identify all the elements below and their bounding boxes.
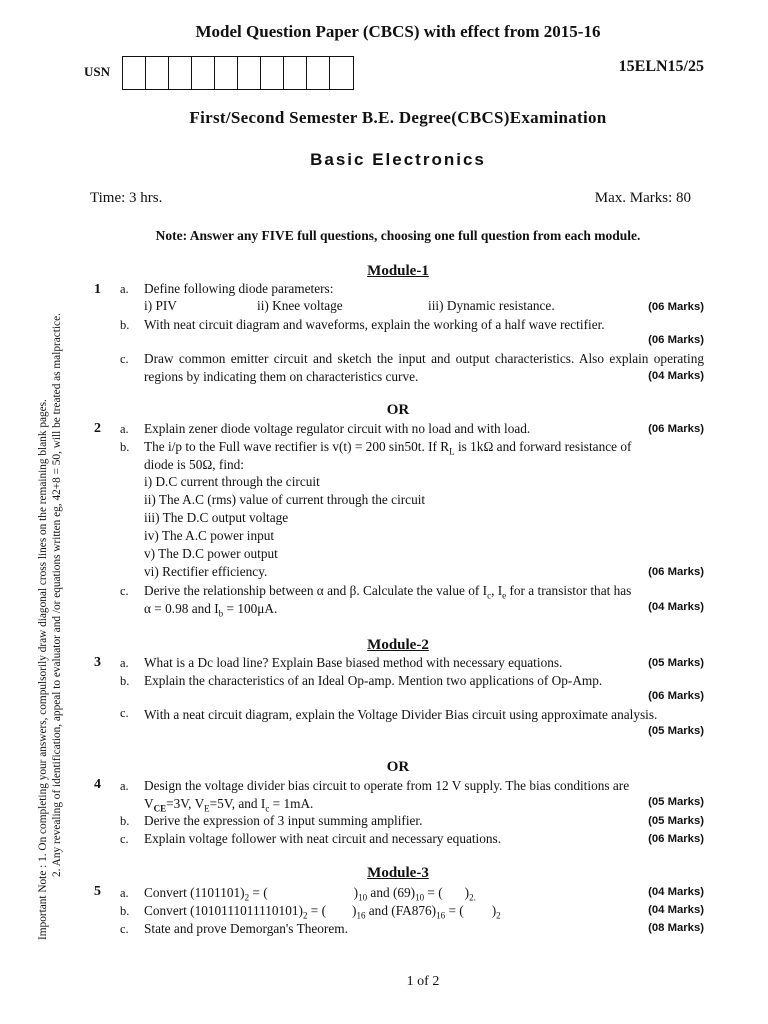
q2a-label: a. xyxy=(120,422,129,436)
q4a-subscript: c xyxy=(265,803,270,814)
q4a-subscript: E xyxy=(204,803,210,814)
q2b-marks: (06 Marks) xyxy=(648,566,704,578)
q2b-item: ii) The A.C (rms) value of current through the circuit xyxy=(144,492,426,507)
q5a-text-part: = ( xyxy=(249,885,268,900)
q5c-marks: (08 Marks) xyxy=(648,922,704,934)
side-note-line-2: 2. Any revealing of identification, appeal to evaluator and /or equations written eg, 42+8 = 50, will be treated as malpractice. xyxy=(51,313,63,877)
question-number-1: 1 xyxy=(94,282,101,297)
usn-box xyxy=(192,57,215,89)
q3a-label: a. xyxy=(120,656,129,670)
usn-box xyxy=(307,57,330,89)
q4b-text: Derive the expression of 3 input summing amplifier. xyxy=(144,813,423,828)
q2a-text: Explain zener diode voltage regulator circuit with no load and with load. xyxy=(144,421,531,436)
q4b-label: b. xyxy=(120,814,130,828)
q2c-line-2 xyxy=(144,600,704,623)
q4c-marks: (06 Marks) xyxy=(648,833,704,845)
q2b-label: b. xyxy=(120,440,130,454)
q2c-subscript: b xyxy=(218,608,224,619)
q5a-subscript: 2. xyxy=(469,892,476,903)
q2c-text: α = 0.98 and I xyxy=(144,601,219,616)
q4a-line-1: Design the voltage divider bias circuit to operate from 12 V supply. The bias conditions are xyxy=(144,778,630,793)
q5b-subscript: 16 xyxy=(356,910,366,921)
exam-title: First/Second Semester B.E. Degree(CBCS)Examination xyxy=(189,108,607,127)
q1a-label: a. xyxy=(120,282,129,296)
q2c-text: , I xyxy=(491,583,503,598)
question-number-2: 2 xyxy=(94,421,101,436)
or-divider-2: OR xyxy=(386,759,410,775)
q4c-label: c. xyxy=(120,832,129,846)
or-divider-1: OR xyxy=(386,402,410,418)
q4c-text: Explain voltage follower with neat circuit and necessary equations. xyxy=(144,831,502,846)
q1b-label: b. xyxy=(120,318,130,332)
subject-title: Basic Electronics xyxy=(310,150,486,169)
q1a-item-ii: ii) Knee voltage xyxy=(257,298,343,313)
q5c-text: State and prove Demorgan's Theorem. xyxy=(144,921,348,936)
q3b-label: b. xyxy=(120,674,130,688)
q4a-label: a. xyxy=(120,779,129,793)
q2b-item: i) D.C current through the circuit xyxy=(144,474,320,489)
question-number-3: 3 xyxy=(94,655,101,670)
side-note-line-1: Important Note : 1. On completing your answers, compulsorily draw diagonal cross lines on the remaining blank pages. xyxy=(37,399,49,940)
usn-box xyxy=(123,57,146,89)
q1c-label: c. xyxy=(120,352,129,366)
usn-box xyxy=(330,57,353,89)
q1c-marks: (04 Marks) xyxy=(648,370,704,382)
q5a-subscript: 10 xyxy=(358,892,368,903)
q4a-text: =3V, V xyxy=(166,796,205,811)
q4a-marks: (05 Marks) xyxy=(648,796,704,808)
q1a-item-iii: iii) Dynamic resistance. xyxy=(428,298,555,313)
page-number: 1 of 2 xyxy=(406,974,440,989)
q2c-text: for a transistor that has xyxy=(506,583,632,598)
q5b-text-part: ) xyxy=(352,903,357,918)
q5c-label: c. xyxy=(120,922,129,936)
q2b-line-2: diode is 50Ω, find: xyxy=(144,457,244,472)
paper-title: Model Question Paper (CBCS) with effect from 2015-16 xyxy=(195,22,601,41)
usn-box xyxy=(215,57,238,89)
q5b-subscript: 2 xyxy=(496,910,501,921)
subject-code: 15ELN15/25 xyxy=(618,58,704,75)
q5a-label: a. xyxy=(120,886,129,900)
q1c-text: Draw common emitter circuit and sketch the input and output characteristics. Also explain operating regions by indicating them on characteristics curve. xyxy=(144,351,704,384)
module-2-heading: Module-2 xyxy=(367,637,429,653)
q5a-marks: (04 Marks) xyxy=(648,886,704,898)
q3c-label: c. xyxy=(120,706,129,720)
q2b-item: v) The D.C power output xyxy=(144,546,278,561)
module-1-heading: Module-1 xyxy=(367,263,429,279)
q2a-marks: (06 Marks) xyxy=(648,423,704,435)
module-3-heading: Module-3 xyxy=(367,865,429,881)
q5a-subscript: 10 xyxy=(415,892,425,903)
q2c-label: c. xyxy=(120,584,129,598)
time-allowed: Time: 3 hrs. xyxy=(90,190,163,206)
question-number-4: 4 xyxy=(94,777,101,792)
q2b-subscript-l: L xyxy=(449,446,455,457)
q3b-marks: (06 Marks) xyxy=(648,690,704,702)
usn-label: USN xyxy=(84,64,111,79)
q2c-subscript: e xyxy=(502,590,507,601)
q5a-text-part: ) xyxy=(464,885,470,900)
q1b-text: With neat circuit diagram and waveforms, explain the working of a half wave rectifier. xyxy=(144,317,605,332)
q3c-text: With a neat circuit diagram, explain the Voltage Divider Bias circuit using approximate analysis. xyxy=(144,707,658,722)
usn-box-grid xyxy=(122,56,354,90)
q2b-item: iii) The D.C output voltage xyxy=(144,510,289,525)
q4a-text: = 1mA. xyxy=(269,796,314,811)
q5a-text-part: and (69) xyxy=(367,885,416,900)
instructions-note: Note: Answer any FIVE full questions, choosing one full question from each module. xyxy=(155,228,641,243)
q5b-text-part: and (FA876) xyxy=(365,903,437,918)
q2b-item: iv) The A.C power input xyxy=(144,528,275,543)
q5a-text-part: ) xyxy=(353,885,359,900)
q3c-marks: (05 Marks) xyxy=(648,725,704,737)
q5b-label: b. xyxy=(120,904,130,918)
q2c-text: Derive the relationship between α and β. Calculate the value of I xyxy=(144,583,488,598)
usn-box xyxy=(238,57,261,89)
q5b-marks: (04 Marks) xyxy=(648,904,704,916)
q5b-text-part: Convert (1010111011110101) xyxy=(144,903,303,918)
q2c-text: = 100μA. xyxy=(223,601,278,616)
usn-box xyxy=(284,57,307,89)
q4a-text: =5V, and I xyxy=(209,796,266,811)
q1a-marks: (06 Marks) xyxy=(648,301,704,313)
max-marks: Max. Marks: 80 xyxy=(594,190,691,206)
q4a-text: V xyxy=(144,796,154,811)
q3b-text: Explain the characteristics of an Ideal Op-amp. Mention two applications of Op-Amp. xyxy=(144,673,603,688)
side-important-note xyxy=(36,220,64,940)
q1a-text: Define following diode parameters: xyxy=(144,281,334,296)
q2b-item: vi) Rectifier efficiency. xyxy=(144,564,268,579)
q5b-text-part: ) xyxy=(491,903,497,918)
question-number-5: 5 xyxy=(94,884,101,899)
q2c-subscript: c xyxy=(487,590,492,601)
q5a-text-part: Convert (1101101) xyxy=(144,885,245,900)
q2c-marks: (04 Marks) xyxy=(648,601,704,613)
q3a-text: What is a Dc load line? Explain Base biased method with necessary equations. xyxy=(144,655,563,670)
usn-box xyxy=(146,57,169,89)
q1a-item-i: i) PIV xyxy=(144,298,177,313)
q5a-text-part: = ( xyxy=(424,885,443,900)
usn-box xyxy=(169,57,192,89)
q4a-subscript: CE xyxy=(153,803,167,814)
q5b-subscript: 2 xyxy=(302,910,308,921)
q2b-text: The i/p to the Full wave rectifier is v(t) = 200 sin50t. If R xyxy=(144,439,450,454)
q4b-marks: (05 Marks) xyxy=(648,815,704,827)
q1b-marks: (06 Marks) xyxy=(648,334,704,346)
q5b-text-part: = ( xyxy=(445,903,464,918)
q2b-text-cont: is 1kΩ and forward resistance of xyxy=(454,439,632,454)
q3a-marks: (05 Marks) xyxy=(648,657,704,669)
q5b-text-part: = ( xyxy=(307,903,327,918)
usn-box xyxy=(261,57,284,89)
q5a-subscript: 2 xyxy=(244,892,250,903)
q5b-subscript: 16 xyxy=(436,910,446,921)
